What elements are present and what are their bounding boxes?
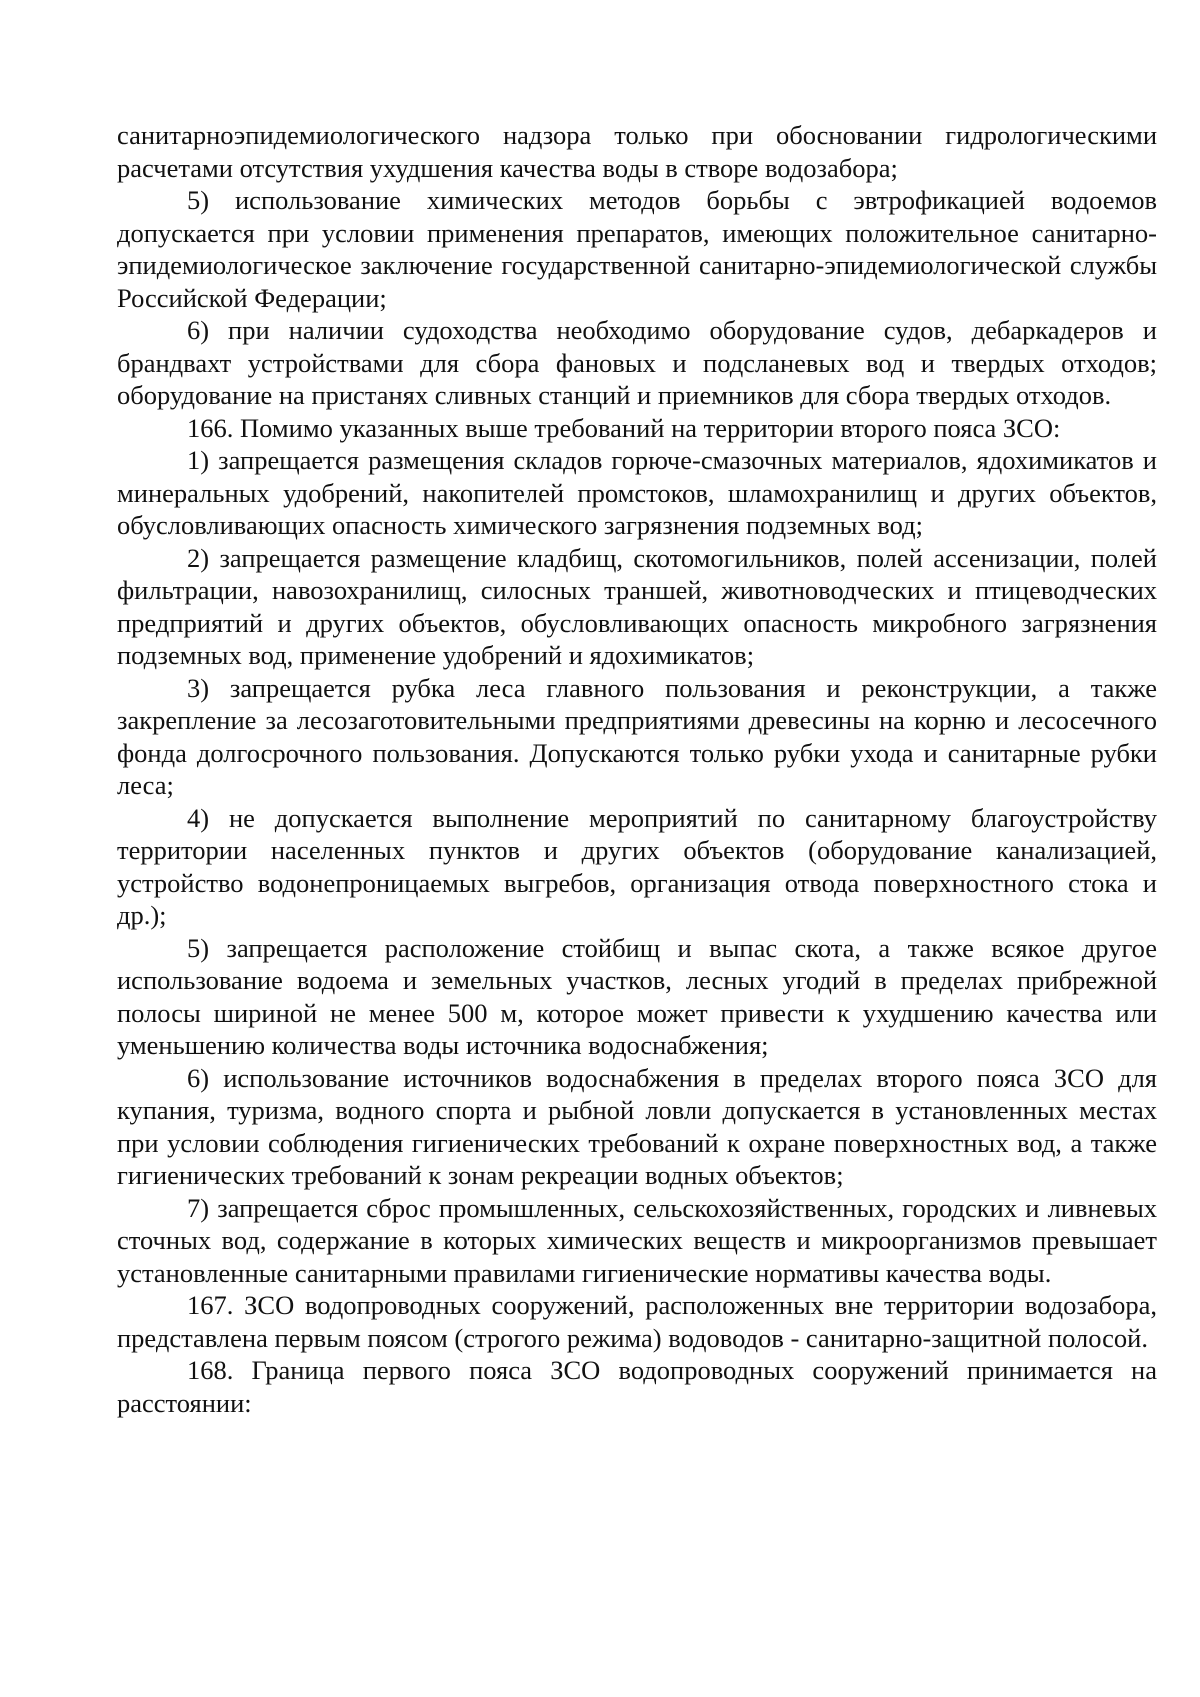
paragraph-item-5-livestock: 5) запрещается расположение стойбищ и выпас скота, а также всякое другое использование водоема и земельных участков, лесных угодий в пределах прибрежной полосы шириной не менее 500 м, которое может привести к ухудшению качества или уменьшению количества воды источника водоснабжения;: [117, 932, 1157, 1060]
paragraph-item-6-recreation: 6) использование источников водоснабжения в пределах второго пояса ЗСО для купания, туризма, водного спорта и рыбной ловли допускается в установленных местах при условии соблюдения гигиенических требований к охране поверхностных вод, а также гигиенических требований к зонам рекреации водных объектов;: [117, 1062, 1157, 1190]
paragraph-item-6-navigation: 6) при наличии судоходства необходимо оборудование судов, дебаркадеров и брандвахт устройствами для сбора фановых и подсланевых вод и твердых отходов; оборудование на пристанях сливных станций и приемников для сбора твердых отходов.: [117, 315, 1157, 410]
paragraph-item-3-logging: 3) запрещается рубка леса главного пользования и реконструкции, а также закрепление за лесозаготовительными предприятиями древесины на корню и лесосечного фонда долгосрочного пользования. Допускаются только рубки ухода и санитарные рубки леса;: [117, 672, 1157, 800]
paragraph-167: 167. ЗСО водопроводных сооружений, расположенных вне территории водозабора, представлена первым поясом (строгого режима) водоводов - санитарно-защитной полосой.: [117, 1290, 1157, 1353]
paragraph-168: 168. Граница первого пояса ЗСО водопроводных сооружений принимается на расстоянии:: [117, 1355, 1157, 1418]
paragraph-item-2-cemeteries: 2) запрещается размещение кладбищ, скотомогильников, полей ассенизации, полей фильтрации, навозохранилищ, силосных траншей, животноводческих и птицеводческих предприятий и других объектов, обусловливающих опасность микробного загрязнения подземных вод, применение удобрений и ядохимикатов;: [117, 542, 1157, 670]
paragraph-item-4-improvement: 4) не допускается выполнение мероприятий по санитарному благоустройству территории населенных пунктов и других объектов (оборудование канализацией, устройство водонепроницаемых выгребов, организация отвода поверхностного стока и др.);: [117, 802, 1157, 930]
paragraph-item-7-discharge: 7) запрещается сброс промышленных, сельскохозяйственных, городских и ливневых сточных вод, содержание в которых химических веществ и микроорганизмов превышает установленные санитарными правилами гигиенические нормативы качества воды.: [117, 1192, 1157, 1288]
paragraph-166: 166. Помимо указанных выше требований на территории второго пояса ЗСО:: [187, 412, 1061, 443]
paragraph-continuation: санитарноэпидемиологического надзора только при обосновании гидрологическими расчетами отсутствия ухудшения качества воды в створе водозабора;: [117, 120, 1157, 183]
paragraph-item-1-fuel-storage: 1) запрещается размещения складов горюче-смазочных материалов, ядохимикатов и минеральных удобрений, накопителей промстоков, шламохранилищ и других объектов, обусловливающих опасность химического загрязнения подземных вод;: [117, 445, 1157, 540]
paragraph-item-5-chemical-methods: 5) использование химических методов борьбы с эвтрофикацией водоемов допускается при условии применения препаратов, имеющих положительное санитарно-эпидемиологическое заключение государственной санитарно-эпидемиологической службы Российской Федерации;: [117, 185, 1157, 313]
document-body: [117, 119, 1157, 1419]
